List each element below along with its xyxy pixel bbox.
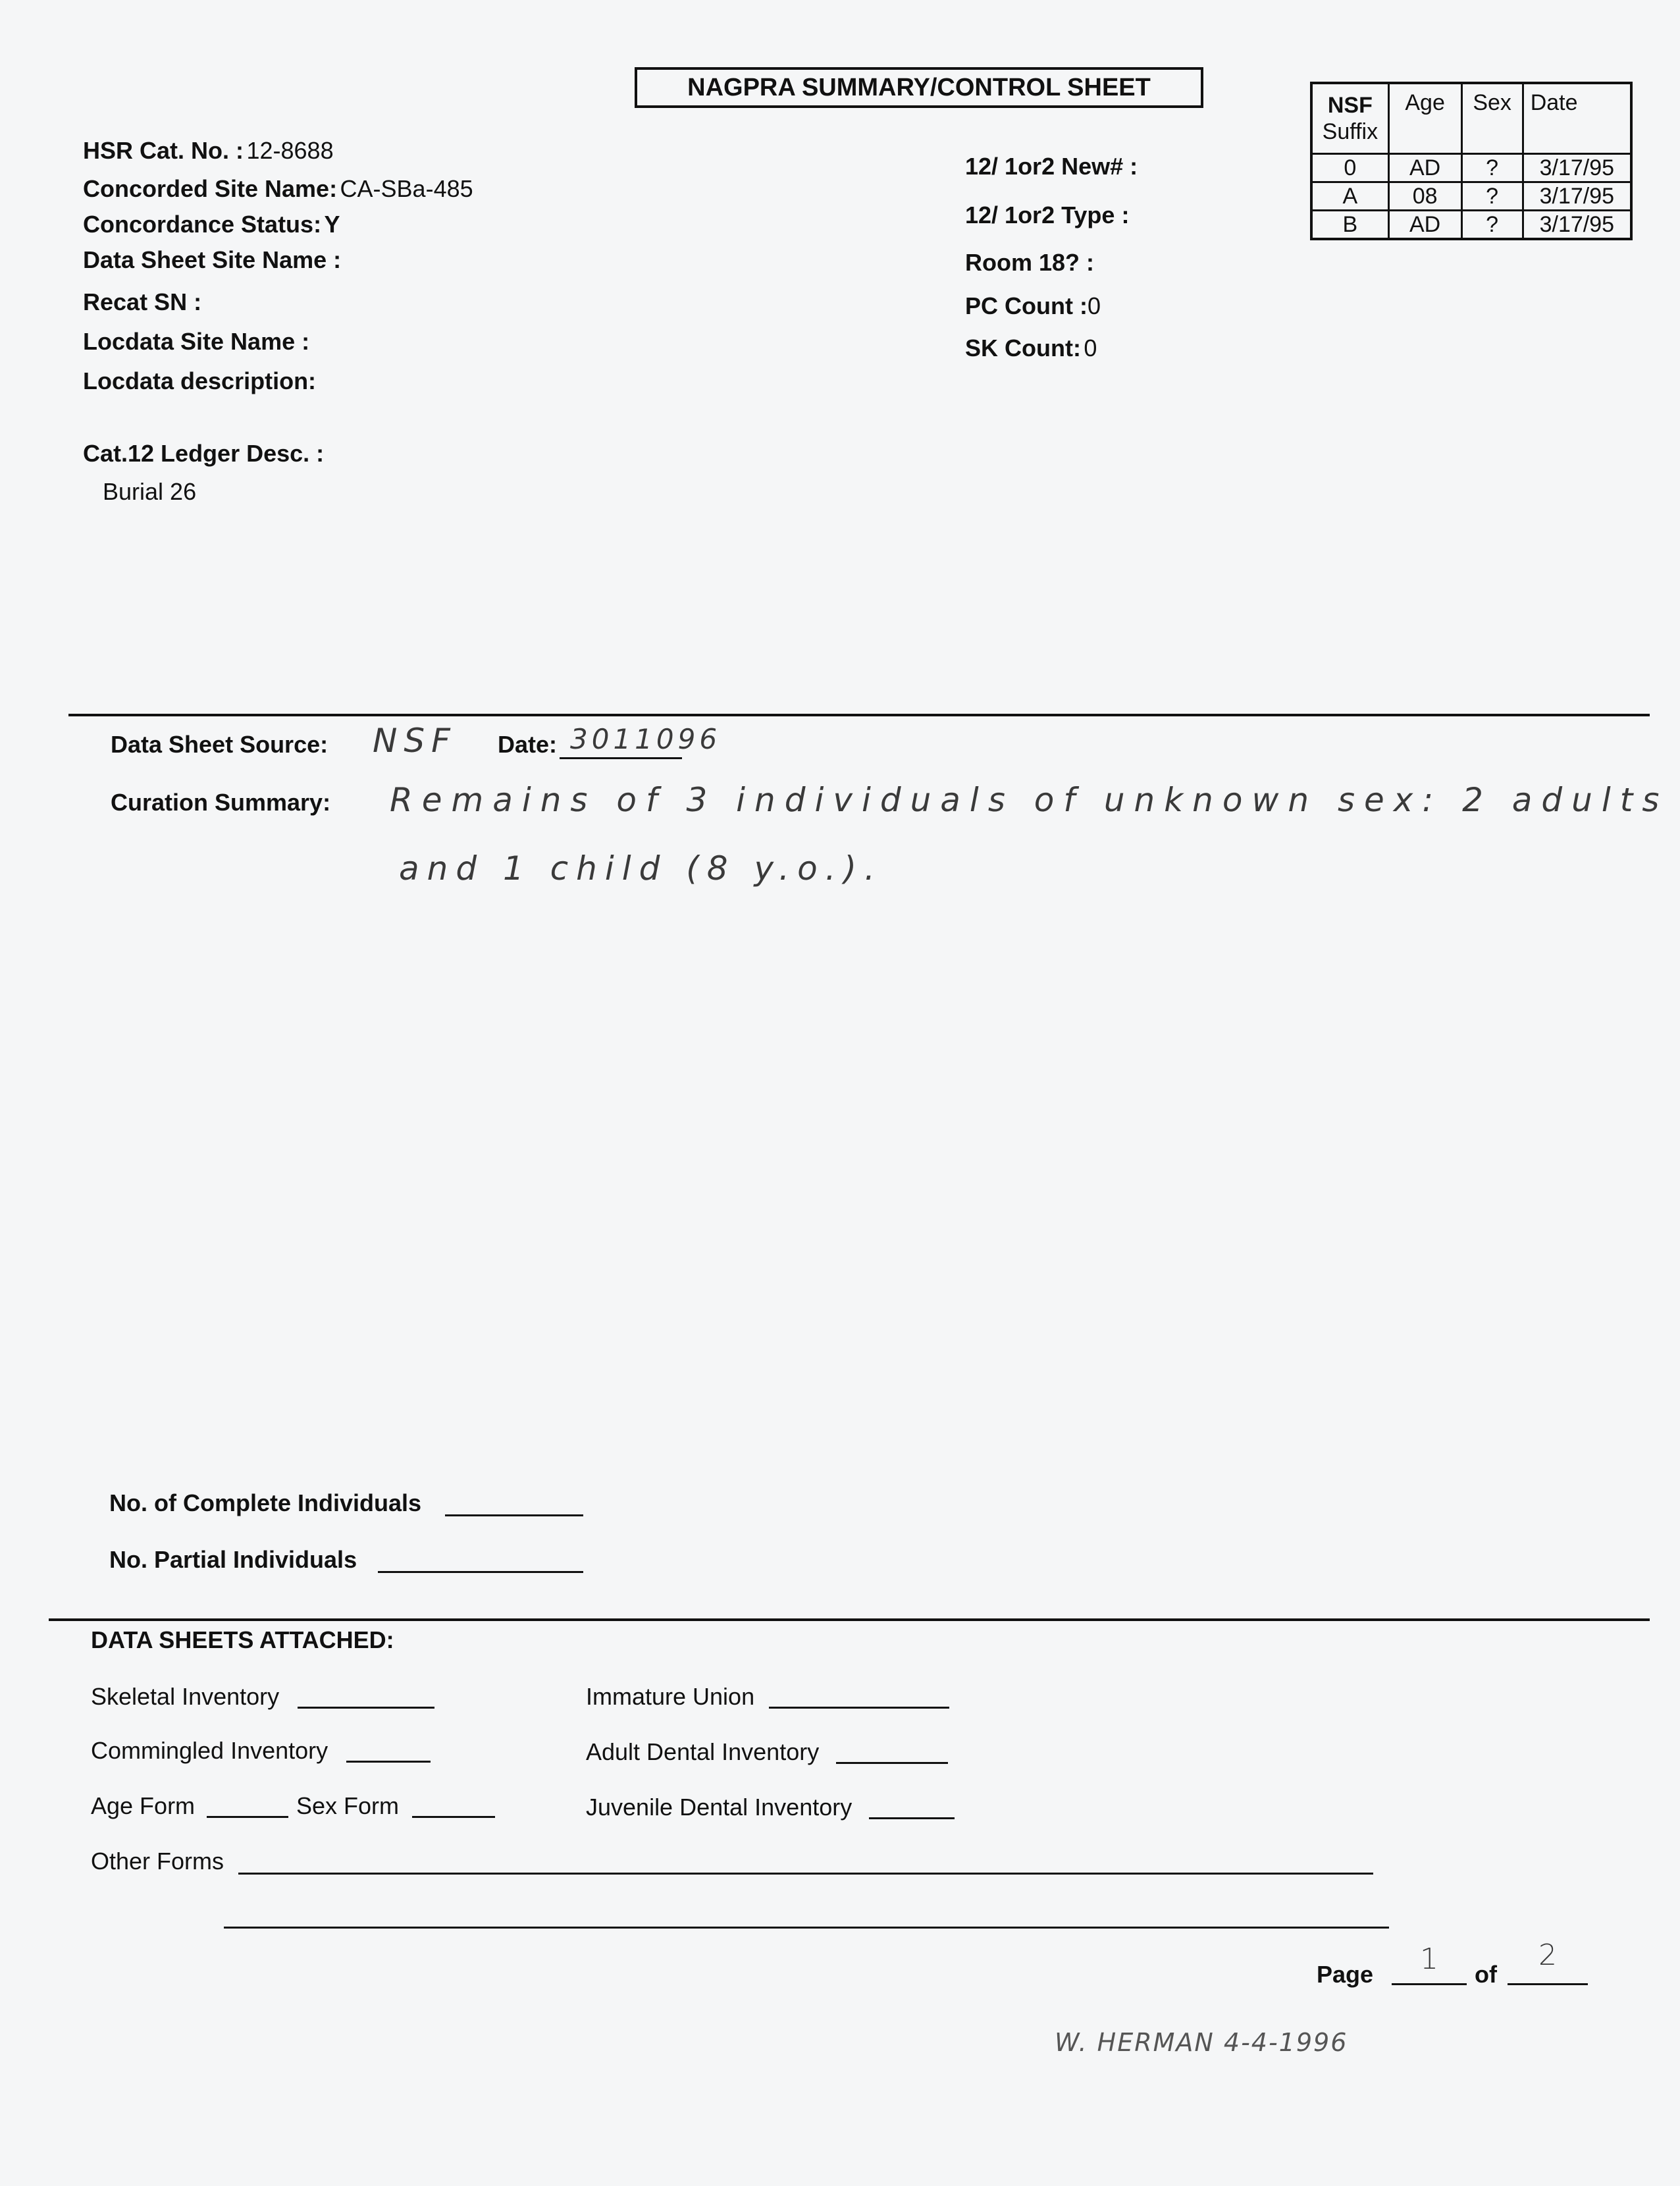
locdata-description-row bbox=[83, 367, 316, 395]
page-total-underline bbox=[1508, 1983, 1588, 1985]
nsf-suffix-header bbox=[1311, 83, 1388, 154]
other-forms-label: Other Forms bbox=[91, 1848, 224, 1875]
immature-union-field[interactable] bbox=[769, 1687, 949, 1709]
hsr-cat-no-value: 12-8688 bbox=[246, 137, 334, 164]
page-total: 2 bbox=[1538, 1938, 1557, 1972]
sex-form-field[interactable] bbox=[412, 1796, 495, 1818]
data-sheet-source-label: Data Sheet Source: bbox=[111, 731, 328, 758]
hsr-cat-no-row bbox=[83, 137, 334, 165]
suffix-cell: 0 bbox=[1311, 154, 1388, 182]
new-number-label: 12/ 1or2 New# : bbox=[965, 153, 1138, 180]
room-18-row bbox=[965, 249, 1094, 277]
recat-sn-row bbox=[83, 288, 201, 316]
age-form-field[interactable] bbox=[207, 1796, 288, 1818]
suffix-cell: A bbox=[1311, 182, 1388, 211]
nsf-suffix-header-bottom: Suffix bbox=[1322, 119, 1378, 144]
page-label: Page bbox=[1317, 1961, 1374, 1988]
locdata-site-name-row bbox=[83, 328, 309, 356]
data-sheets-attached-heading: DATA SHEETS ATTACHED: bbox=[91, 1626, 394, 1653]
age-form-label: Age Form bbox=[91, 1792, 196, 1819]
table-row bbox=[1311, 154, 1631, 182]
locdata-description-label: Locdata description: bbox=[83, 367, 317, 394]
room-18-label: Room 18? : bbox=[965, 249, 1095, 276]
sex-cell: ? bbox=[1461, 182, 1523, 211]
date-label: Date: bbox=[498, 731, 558, 758]
type-label: 12/ 1or2 Type : bbox=[965, 201, 1130, 228]
sheet-title: NAGPRA SUMMARY/CONTROL SHEET bbox=[635, 67, 1203, 108]
adult-dental-inventory-label: Adult Dental Inventory bbox=[586, 1738, 820, 1765]
date-cell: 3/17/95 bbox=[1523, 154, 1631, 182]
concorded-site-name-label: Concorded Site Name: bbox=[83, 175, 338, 202]
pc-count-row bbox=[965, 292, 1101, 320]
ledger-desc-value: Burial 26 bbox=[103, 478, 197, 505]
sk-count-label: SK Count: bbox=[965, 334, 1081, 361]
section-divider-bottom bbox=[49, 1618, 1650, 1621]
commingled-inventory-label: Commingled Inventory bbox=[91, 1737, 328, 1764]
page-number: 1 bbox=[1420, 1942, 1438, 1976]
sex-cell: ? bbox=[1461, 211, 1523, 240]
sex-header: Sex bbox=[1461, 83, 1523, 154]
suffix-cell: B bbox=[1311, 211, 1388, 240]
sk-count-value: 0 bbox=[1084, 334, 1097, 361]
hsr-cat-no-label: HSR Cat. No. : bbox=[83, 137, 244, 164]
age-header: Age bbox=[1388, 83, 1461, 154]
concorded-site-name-value: CA-SBa-485 bbox=[340, 175, 473, 202]
partial-individuals-label: No. Partial Individuals bbox=[109, 1546, 357, 1573]
sk-count-row bbox=[965, 334, 1097, 362]
concordance-status-row bbox=[83, 211, 340, 238]
data-sheet-site-name-row bbox=[83, 246, 341, 274]
partial-individuals-field[interactable] bbox=[378, 1553, 583, 1573]
nsf-table-header bbox=[1311, 83, 1631, 154]
table-row bbox=[1311, 182, 1631, 211]
locdata-site-name-label: Locdata Site Name : bbox=[83, 328, 310, 355]
date-cell: 3/17/95 bbox=[1523, 182, 1631, 211]
skeletal-inventory-field[interactable] bbox=[298, 1687, 434, 1709]
table-row bbox=[1311, 211, 1631, 240]
date-cell: 3/17/95 bbox=[1523, 211, 1631, 240]
complete-individuals-label: No. of Complete Individuals bbox=[109, 1489, 422, 1516]
juvenile-dental-inventory-field[interactable] bbox=[869, 1798, 955, 1819]
complete-individuals-field[interactable] bbox=[445, 1496, 583, 1516]
age-cell: AD bbox=[1388, 211, 1461, 240]
juvenile-dental-inventory-label: Juvenile Dental Inventory bbox=[586, 1794, 853, 1821]
sex-form-label: Sex Form bbox=[296, 1792, 400, 1819]
skeletal-inventory-label: Skeletal Inventory bbox=[91, 1683, 280, 1710]
curation-summary-line-1: Remains of 3 individuals of unknown sex: 2 adults bbox=[390, 781, 1669, 819]
date-underline bbox=[560, 757, 682, 759]
concorded-site-name-row bbox=[83, 175, 473, 203]
date-header: Date bbox=[1523, 83, 1631, 154]
section-divider-top bbox=[68, 714, 1650, 716]
pc-count-label: PC Count : bbox=[965, 292, 1088, 319]
new-number-row bbox=[965, 153, 1138, 180]
data-sheet-site-name-label: Data Sheet Site Name : bbox=[83, 246, 342, 273]
concordance-status-label: Concordance Status: bbox=[83, 211, 322, 238]
ledger-desc-label: Cat.12 Ledger Desc. : bbox=[83, 440, 325, 467]
type-row bbox=[965, 201, 1129, 229]
pc-count-value: 0 bbox=[1087, 292, 1101, 319]
curation-summary-line-2: and 1 child (8 y.o.). bbox=[399, 849, 883, 888]
data-sheet-source-value: NSF bbox=[373, 722, 457, 760]
immature-union-label: Immature Union bbox=[586, 1683, 755, 1710]
curation-summary-label: Curation Summary: bbox=[111, 789, 331, 816]
recat-sn-label: Recat SN : bbox=[83, 288, 202, 315]
age-cell: 08 bbox=[1388, 182, 1461, 211]
reviewer-signature: W. HERMAN 4-4-1996 bbox=[1055, 2028, 1348, 2057]
nsf-table bbox=[1310, 82, 1633, 240]
date-value: 3011096 bbox=[570, 723, 722, 755]
age-cell: AD bbox=[1388, 154, 1461, 182]
adult-dental-inventory-field[interactable] bbox=[836, 1742, 948, 1764]
other-forms-field-line-2[interactable] bbox=[224, 1907, 1389, 1929]
nsf-suffix-header-top: NSF bbox=[1327, 93, 1373, 118]
concordance-status-value: Y bbox=[324, 211, 340, 238]
sex-cell: ? bbox=[1461, 154, 1523, 182]
other-forms-field-line-1[interactable] bbox=[238, 1853, 1373, 1875]
page-of-label: of bbox=[1475, 1961, 1497, 1988]
commingled-inventory-field[interactable] bbox=[346, 1741, 431, 1763]
page-number-underline bbox=[1392, 1983, 1467, 1985]
